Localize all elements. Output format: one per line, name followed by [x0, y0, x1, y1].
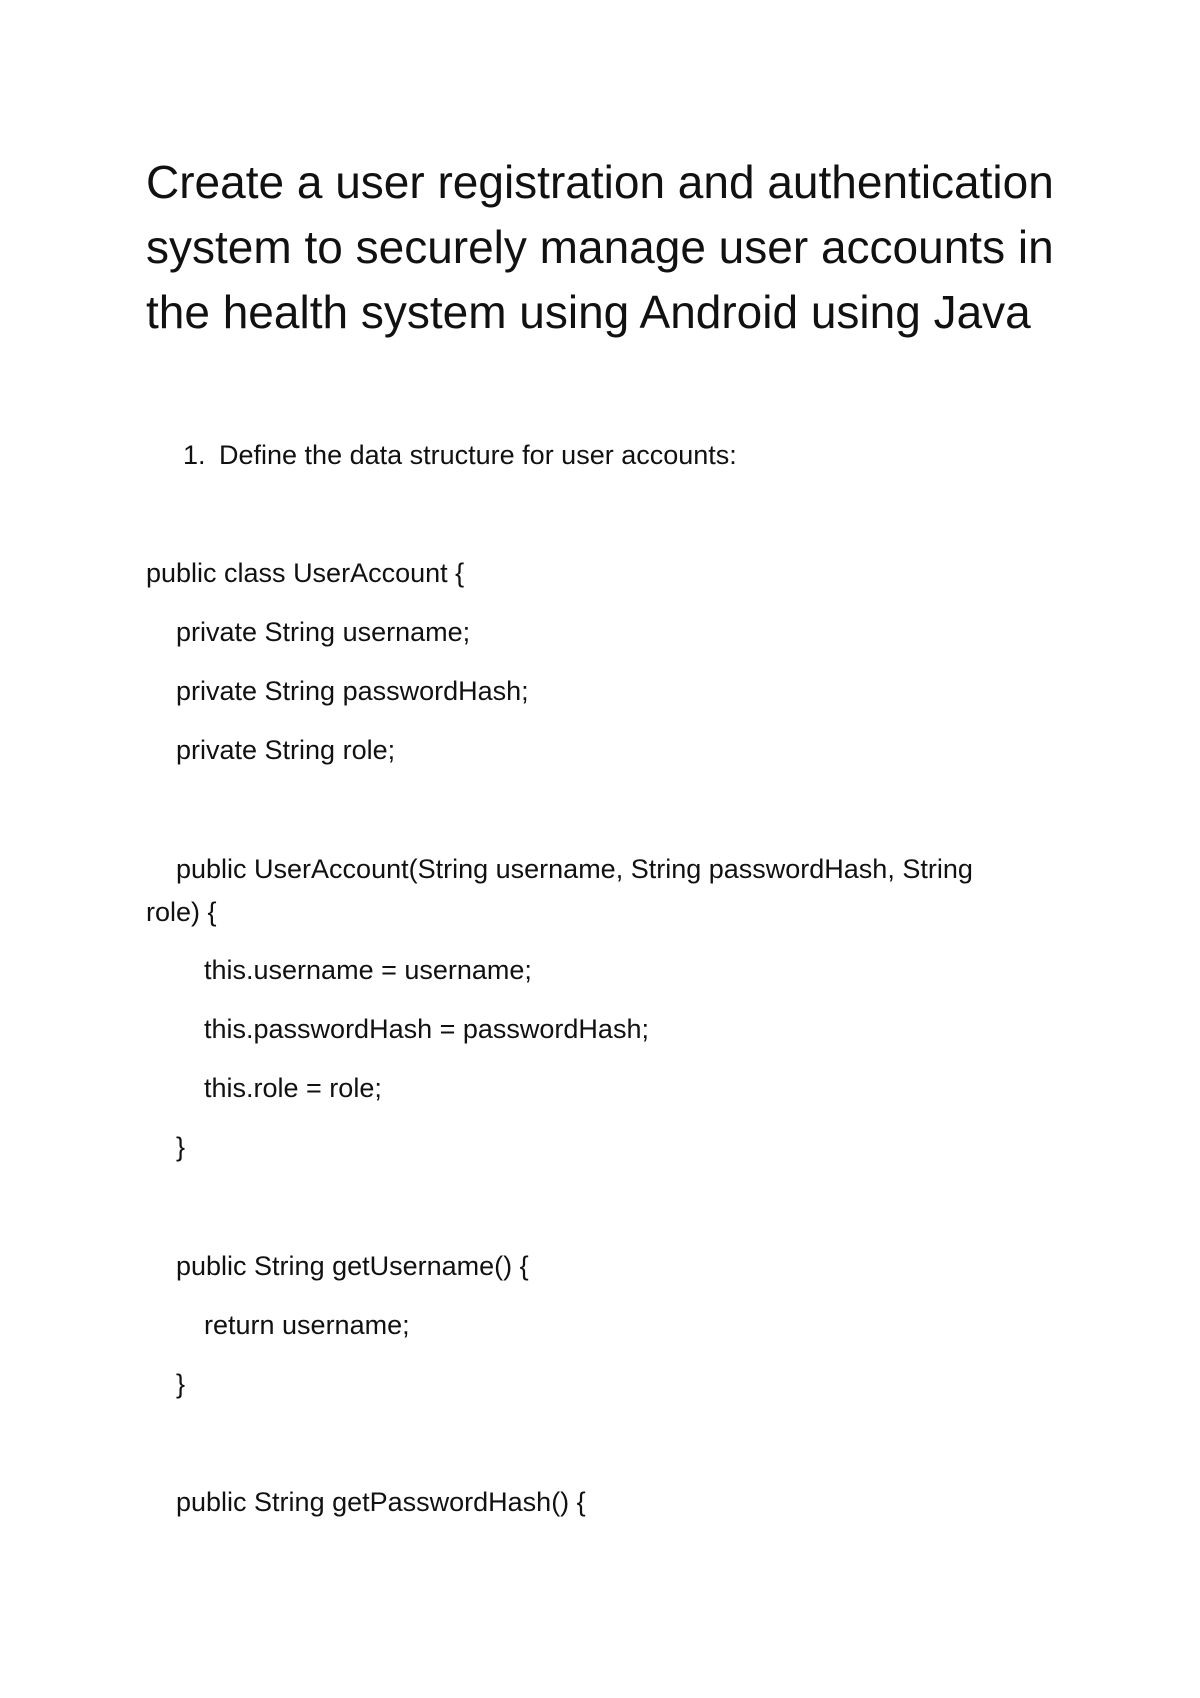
title-line: system to securely manage user accounts in [146, 221, 1054, 273]
code-line: return username; [204, 1310, 410, 1340]
step-item [183, 437, 737, 473]
code-line: public String getUsername() { [176, 1251, 529, 1281]
step-text: Define the data structure for user accounts: [219, 440, 737, 470]
title-line: Create a user registration and authentication [146, 156, 1054, 208]
code-line: } [176, 1132, 186, 1162]
code-line: private String username; [176, 617, 471, 647]
code-line: public class UserAccount { [146, 558, 465, 588]
step-number: 1. [183, 440, 206, 470]
code-line: } [176, 1369, 186, 1399]
title-line: the health system using Android using Java [146, 286, 1031, 338]
code-line: this.username = username; [204, 955, 532, 985]
code-line: private String role; [176, 735, 396, 765]
code-line: public UserAccount(String username, String passwordHash, String [176, 854, 973, 884]
code-line: role) { [146, 897, 217, 927]
document-title [146, 150, 1066, 345]
code-line: this.passwordHash = passwordHash; [204, 1014, 649, 1044]
code-line: private String passwordHash; [176, 676, 529, 706]
code-line: this.role = role; [204, 1073, 382, 1103]
code-line: public String getPasswordHash() { [176, 1487, 586, 1517]
